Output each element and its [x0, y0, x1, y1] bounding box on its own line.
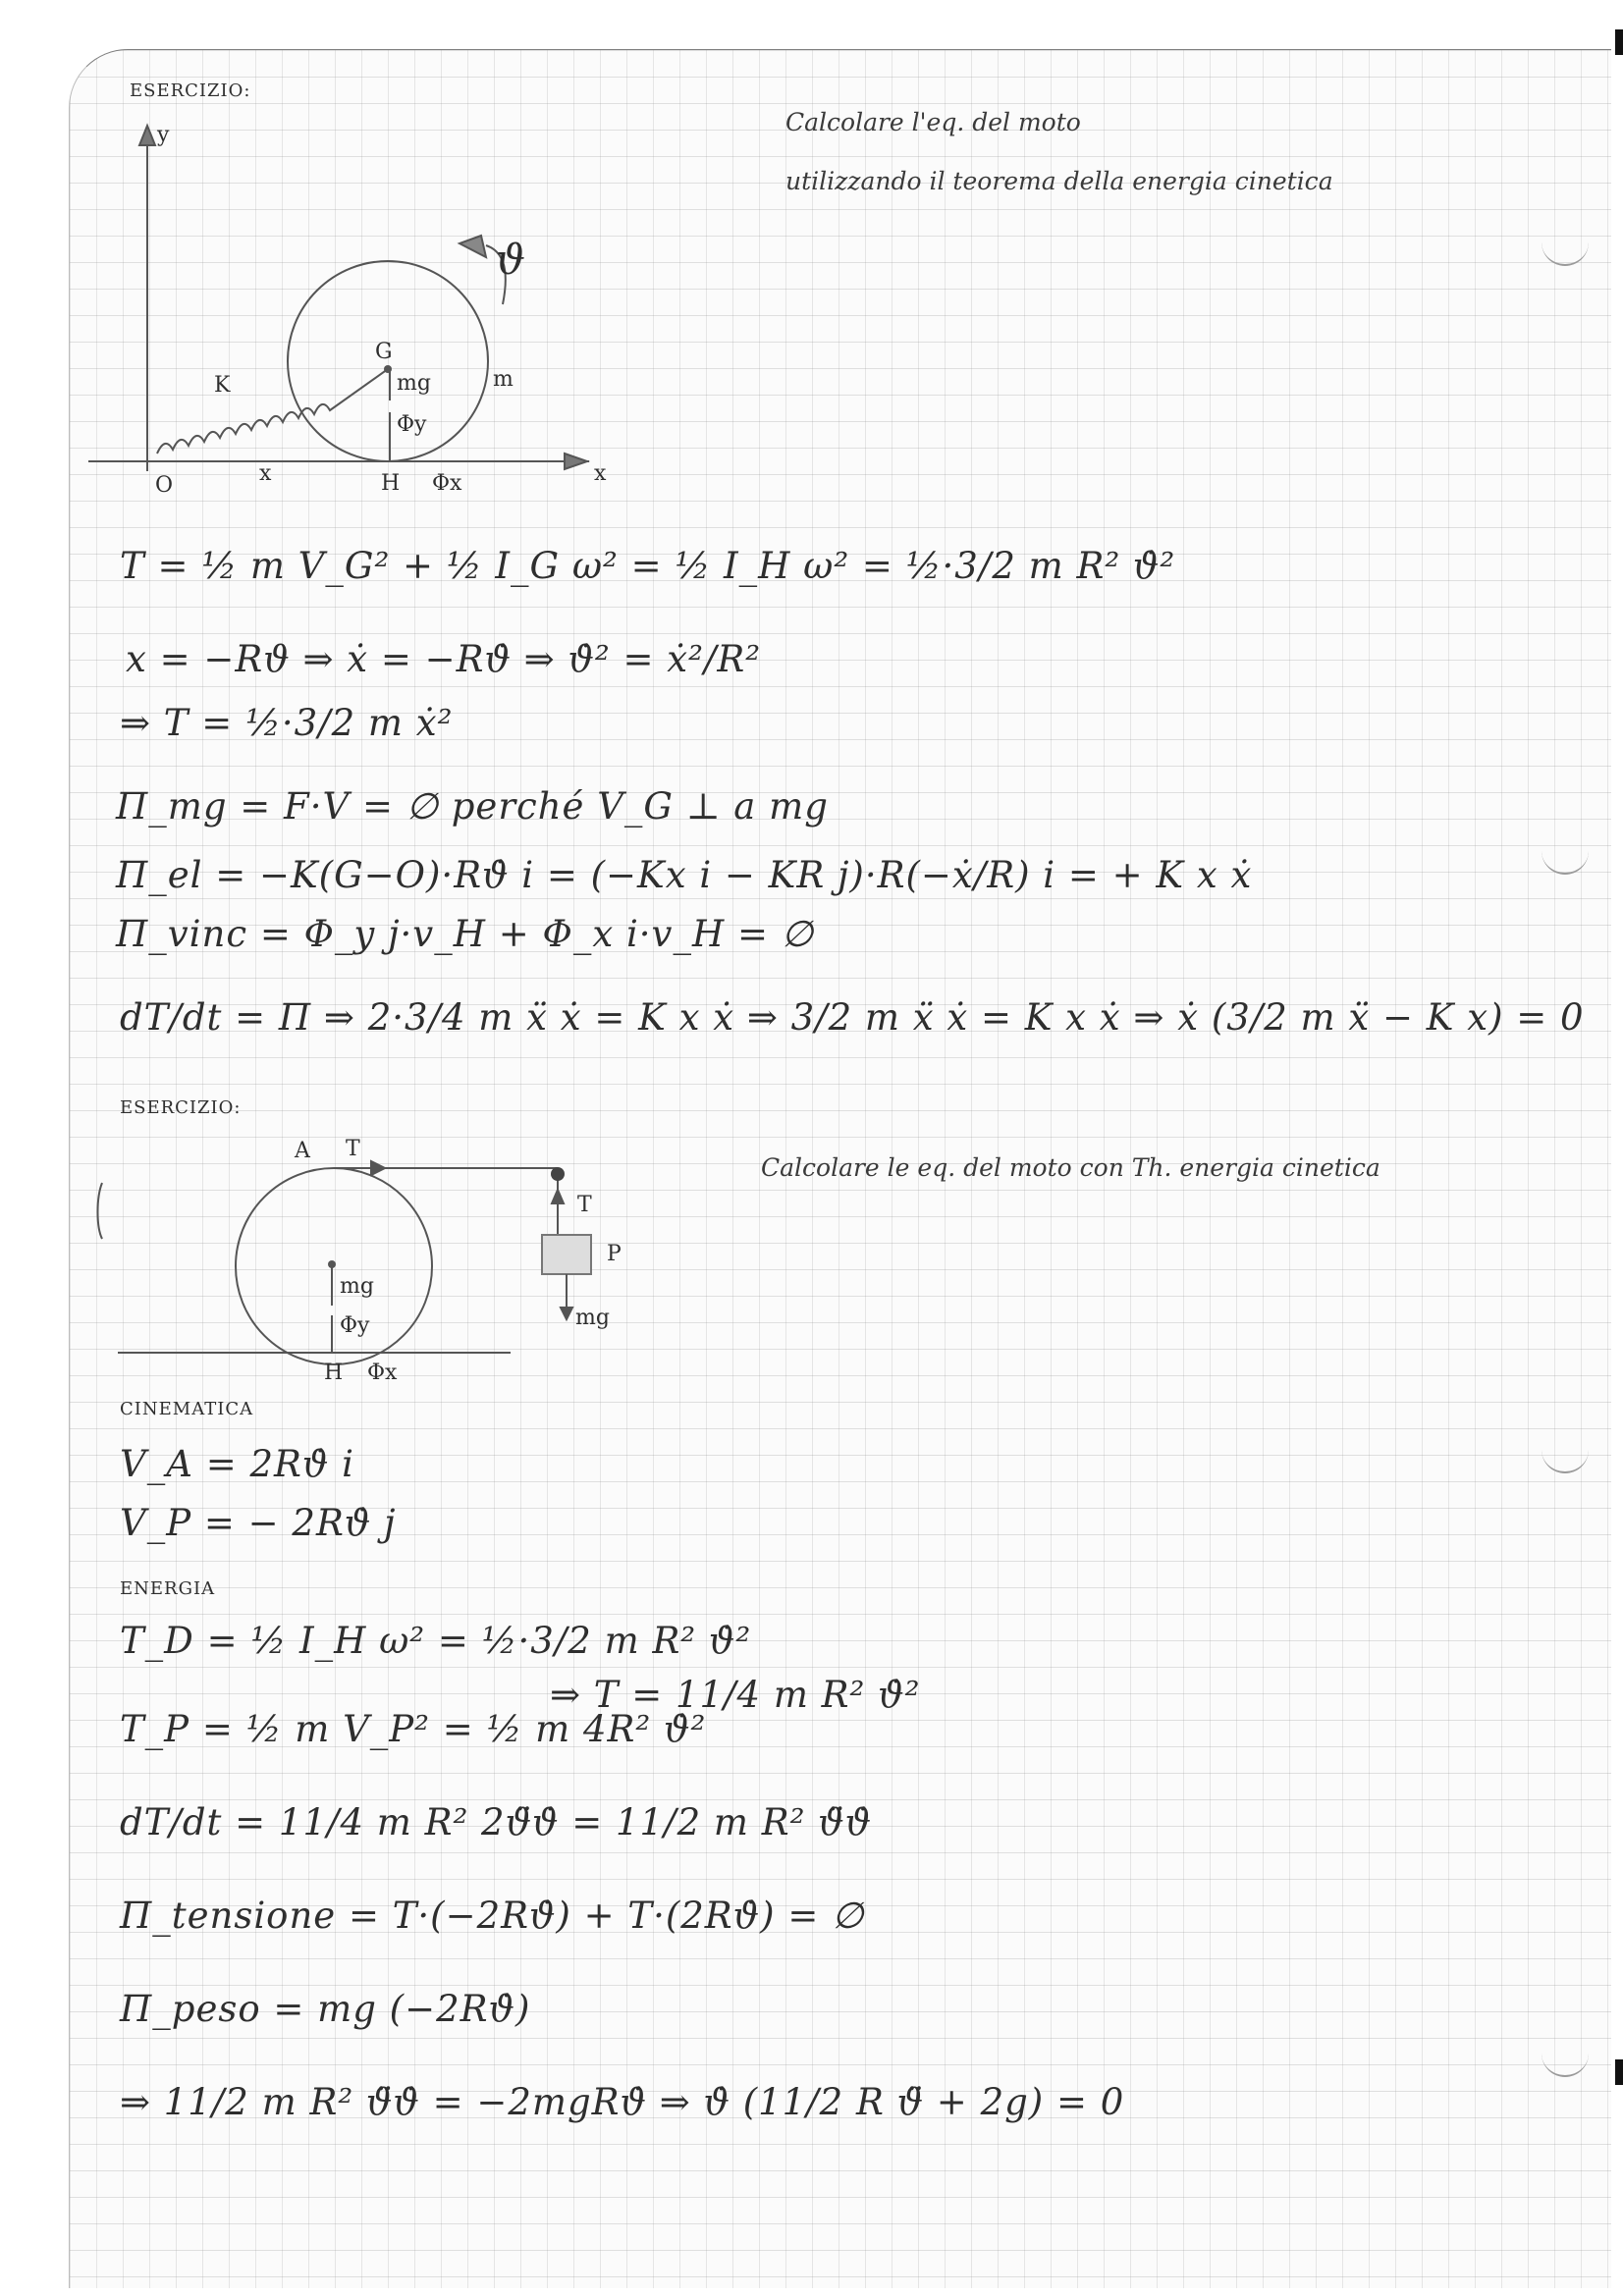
exercise-2-task: Calcolare le eq. del moto con Th. energia cinetica — [761, 1153, 1380, 1182]
equation-motion-1: dT/dt = Π ⇒ 2·3/4 m ẍ ẋ = K x ẋ ⇒ 3/2 m ẍ ẋ = K x ẋ ⇒ ẋ (3/2 m ẍ − K x) = 0 — [120, 996, 1585, 1039]
mass-m-label: m — [493, 367, 514, 392]
tension-vertical-label: T — [577, 1193, 592, 1217]
equation-power-spring: Π_el = −K(G−O)·Rϑ̇ i = (−Kx i − KR j)·R(−ẋ/R) i = + K x ẋ — [116, 854, 1253, 896]
equation-power-constraint: Π_vinc = Φ_y j·v_H + Φ_x i·v_H = ∅ — [116, 913, 814, 955]
point-a-label: A — [295, 1139, 310, 1163]
power-tension: Π_tensione = T·(−2Rϑ̇) + T·(2Rϑ̇) = ∅ — [120, 1895, 865, 1937]
origin-label: O — [155, 473, 174, 498]
kinematics-heading: CINEMATICA — [120, 1399, 254, 1419]
center-g-label: G — [375, 340, 393, 364]
left-bracket — [98, 1183, 103, 1239]
disk-weight-label: mg — [340, 1274, 374, 1299]
velocity-a: V_A = 2Rϑ̇ i — [120, 1443, 354, 1485]
contact-h-label: H — [381, 471, 401, 496]
spring-k-label: K — [214, 373, 231, 398]
kinetic-energy-total: ⇒ T = 11/4 m R² ϑ̇² — [550, 1674, 921, 1716]
phi-y-label: Φy — [397, 412, 427, 437]
power-weight: Π_peso = mg (−2Rϑ̇) — [120, 1988, 531, 2030]
phi-x-label-2: Φx — [367, 1361, 398, 1385]
phi-y-label-2: Φy — [340, 1313, 370, 1338]
kinetic-energy-block: T_P = ½ m V_P² = ½ m 4R² ϑ̇² — [120, 1708, 707, 1750]
equation-kinetic-energy: T = ½ m V_G² + ½ I_G ω² = ½ I_H ω² = ½·3/2 m R² ϑ̇² — [120, 545, 1176, 587]
equation-power-weight: Π_mg = F·V = ∅ perché V_G ⊥ a mg — [116, 785, 829, 828]
contact-h-label-2: H — [324, 1361, 344, 1385]
phi-x-label: Φx — [432, 471, 462, 496]
equation-kinetic-energy-x: ⇒ T = ½·3/2 m ẋ² — [120, 702, 454, 744]
hanging-block — [542, 1235, 591, 1274]
axis-x-label: x — [594, 461, 607, 486]
tension-top-label: T — [346, 1137, 360, 1161]
block-weight-label: mg — [575, 1306, 610, 1330]
energy-heading: ENERGIA — [120, 1578, 216, 1599]
weight-mg-label: mg — [397, 371, 431, 396]
velocity-p: V_P = − 2Rϑ̇ j — [120, 1502, 397, 1544]
axis-y-label: y — [157, 123, 170, 147]
exercise-2-heading: ESERCIZIO: — [120, 1097, 242, 1118]
exercise-1-task-line2: utilizzando il teorema della energia cinetica — [785, 167, 1333, 195]
angle-theta-label: ϑ — [496, 236, 526, 284]
exercise-1-heading: ESERCIZIO: — [130, 80, 251, 101]
equation-motion-2: ⇒ 11/2 m R² ϑ̈ϑ̇ = −2mgRϑ̇ ⇒ ϑ̇ (11/2 R ϑ̈ + 2g) = 0 — [120, 2081, 1125, 2123]
equation-constraint: x = −Rϑ ⇒ ẋ = −Rϑ̇ ⇒ ϑ̇² = ẋ²/R² — [126, 638, 762, 680]
kinetic-energy-disk: T_D = ½ I_H ω² = ½·3/2 m R² ϑ̇² — [120, 1620, 752, 1662]
block-p-label: P — [607, 1242, 622, 1266]
exercise-1-task-line1: Calcolare l'eq. del moto — [785, 108, 1081, 136]
distance-x-label: x — [259, 461, 272, 486]
energy-derivative: dT/dt = 11/4 m R² 2ϑ̈ϑ̇ = 11/2 m R² ϑ̈ϑ̇ — [120, 1801, 873, 1843]
